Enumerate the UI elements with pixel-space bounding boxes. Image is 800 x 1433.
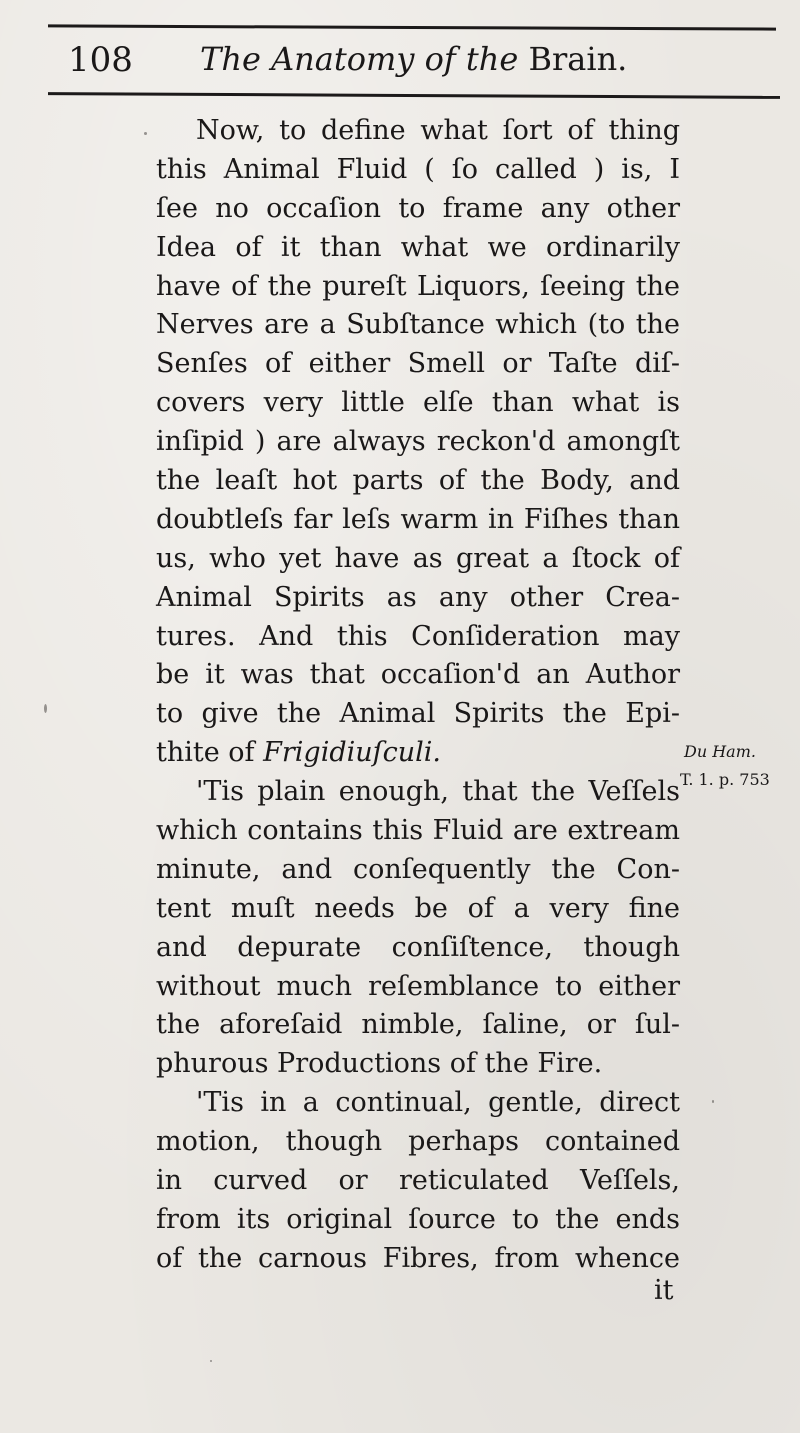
text-line [156,851,680,890]
text-line [156,968,680,1007]
text-line-roman: ſee no occaſion to frame any other [156,192,680,224]
text-line [156,345,680,384]
text-line-roman: tent muſt needs be of a very fine [156,892,680,924]
text-line [156,773,680,812]
text-line-roman: motion, though perhaps contained [156,1126,680,1158]
text-line-roman: which contains this Fluid are extream [156,815,680,847]
text-line-roman: Now, to define what ſort of thing [196,115,680,146]
text-line [156,929,680,968]
text-line-roman: this Animal Fluid ( ſo called ) is, I [156,153,680,185]
catchword: it [654,1275,674,1306]
page-number: 108 [68,40,133,80]
marginal-note [680,738,790,794]
text-line [156,112,680,151]
text-line-italic: Frigidiuſculi. [263,737,442,769]
text-line [156,579,680,618]
text-line-roman: from its original ſource to the ends [156,1203,680,1235]
text-line [156,268,680,307]
text-line [156,229,680,268]
text-line-roman: Idea of it than what we ordinarily [156,231,680,263]
running-title [200,40,627,78]
text-line [156,501,680,540]
text-line [156,462,680,501]
text-line [156,384,680,423]
text-line [156,190,680,229]
text-line [156,656,680,695]
text-line [156,734,680,773]
text-line [156,306,680,345]
body-text [156,112,680,1279]
text-line [156,1045,680,1084]
text-line [156,540,680,579]
text-line-roman: Animal Spirits as any other Crea- [156,581,680,613]
text-line-roman: tures. And this Conſideration may [156,620,680,652]
text-line [156,1240,680,1279]
text-line-roman: Senſes of either Smell or Taſte diſ- [156,348,680,380]
paper-speck [44,704,47,713]
text-line [156,1006,680,1045]
text-line-roman: 'Tis in a continual, gentle, direct [196,1087,680,1119]
text-line-roman: minute, and conſequently the Con- [156,853,680,885]
text-line-roman: us, who yet have as great a ſtock of [156,542,680,574]
running-title-roman: Brain. [528,40,628,78]
text-line-roman: 'Tis plain enough, that the Veſſels [196,776,680,808]
text-line-roman: have of the pureſt Liquors, ſeeing the [156,270,680,302]
text-line-roman: inſipid ) are always reckon'd amongſt [156,426,680,458]
text-line-roman: without much reſemblance to either [156,970,680,1002]
text-line [156,812,680,851]
text-line [156,890,680,929]
paper-speck [210,1360,212,1362]
running-header [62,30,762,90]
text-line [156,695,680,734]
text-line-roman: of the carnous Fibres, from whence [156,1242,680,1274]
text-line-roman: covers very little elſe than what is [156,387,680,419]
text-line-roman: Nerves are a Subſtance which (to the [156,309,680,341]
text-line [156,423,680,462]
paper-speck [144,132,147,135]
text-line [156,1123,680,1162]
text-line-roman: the leaſt hot parts of the Body, and [156,465,680,497]
text-line-roman: to give the Animal Spirits the Epi- [156,698,680,730]
text-line-roman: phurous Productions of the Fire. [156,1048,603,1080]
marginal-note-reference: T. 1. p. 753 [680,770,770,789]
text-line-roman: and depurate conſiſtence, though [156,931,680,963]
text-line [156,618,680,657]
text-line-roman: in curved or reticulated Veſſels, [156,1165,680,1197]
header-bottom-rule [48,92,780,99]
marginal-note-author: Du Ham. [684,742,756,761]
text-line [156,1084,680,1123]
text-line-roman: the aforeſaid nimble, ſaline, or ſul- [156,1009,680,1041]
text-line [156,1201,680,1240]
running-title-italic: The Anatomy of the [200,40,519,78]
text-line-roman: doubtleſs far leſs warm in Fiſhes than [156,503,680,535]
text-line-roman: thite of [156,737,255,769]
text-line-roman: be it was that occaſion'd an Author [156,659,680,691]
text-line [156,1162,680,1201]
text-line [156,151,680,190]
paper-speck [712,1100,714,1103]
